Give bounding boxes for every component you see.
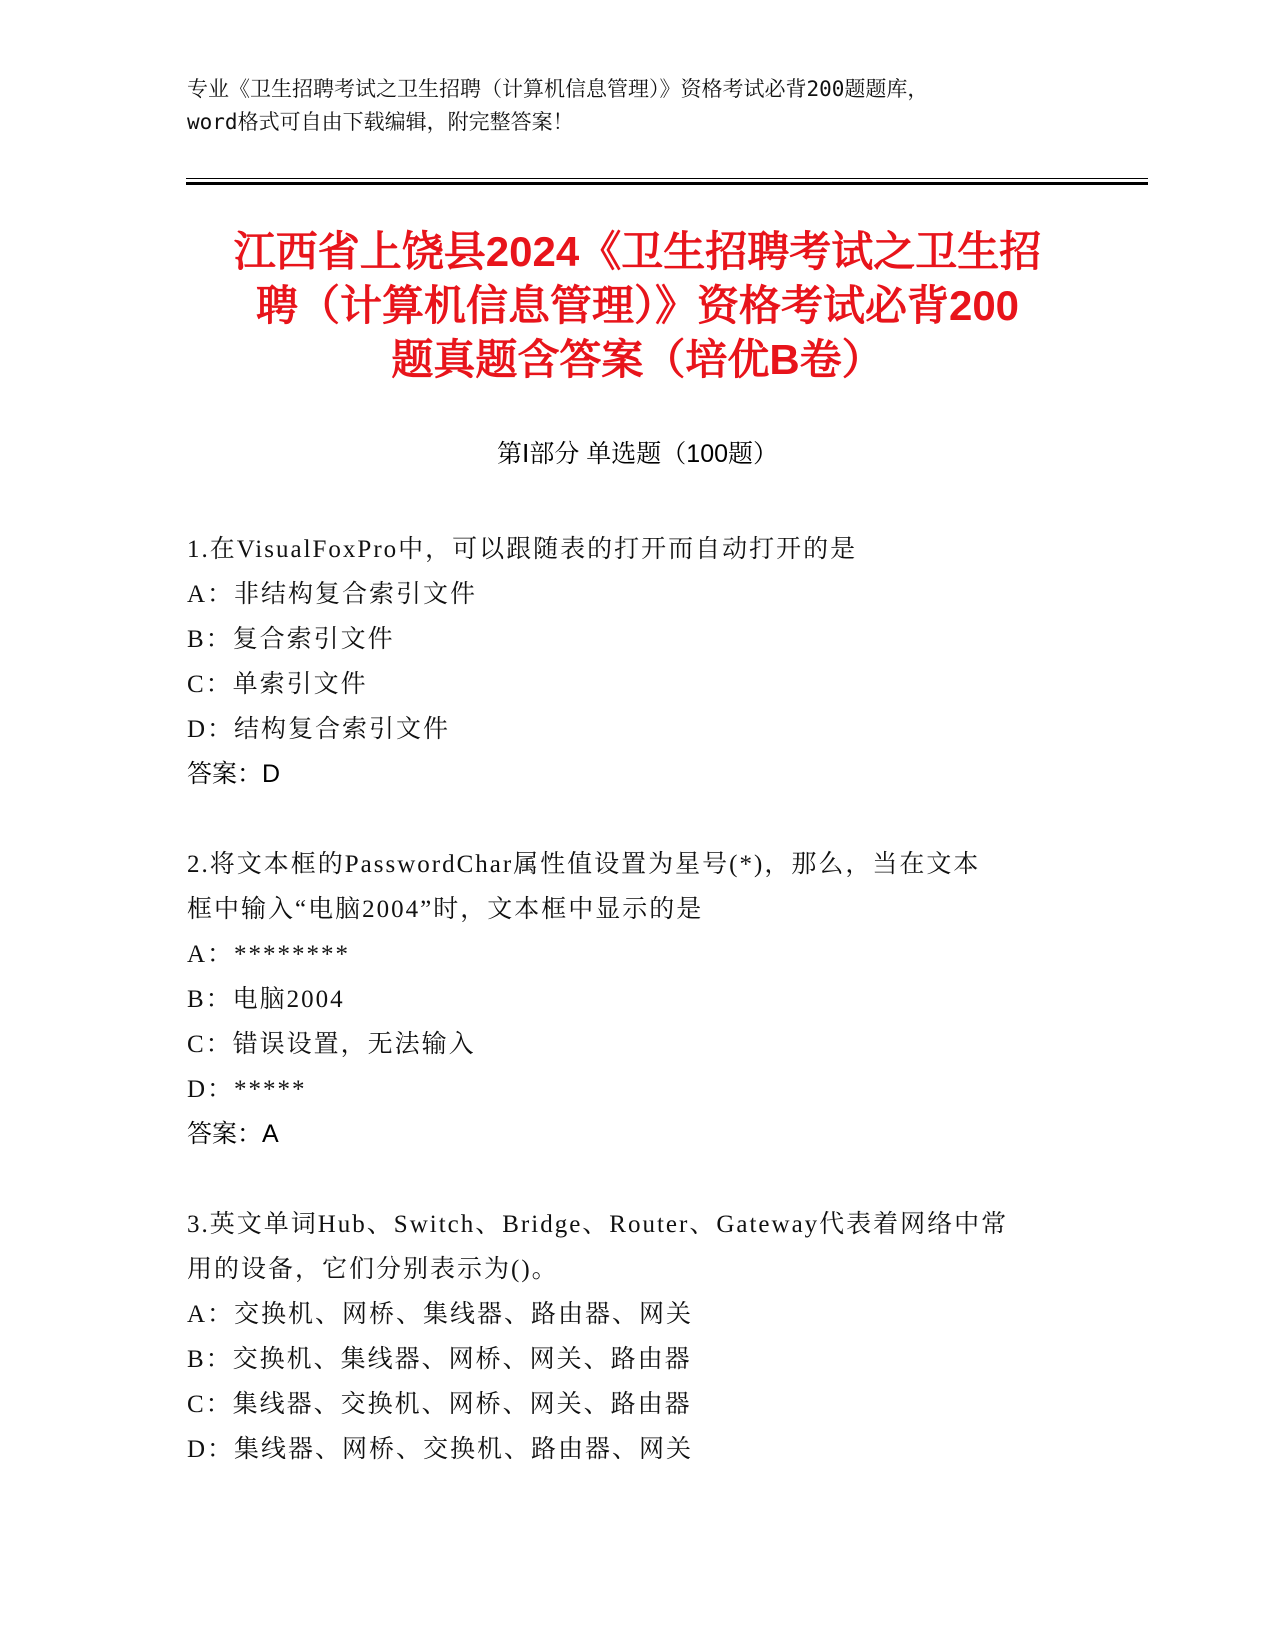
question-3-option-a: A：交换机、网桥、集线器、路由器、网关 <box>187 1301 694 1328</box>
question-2-option-d: D：***** <box>187 1076 307 1103</box>
header-note-line-2: word格式可自由下载编辑，附完整答案！ <box>187 110 574 134</box>
question-1-option-d: D：结构复合索引文件 <box>187 716 451 743</box>
document-title-line-1: 江西省上饶县2024《卫生招聘考试之卫生招 <box>233 228 1042 275</box>
question-2 <box>187 842 1087 1157</box>
question-3-option-c: C：集线器、交换机、网桥、网关、路由器 <box>187 1391 692 1418</box>
section-title: 第Ⅰ部分 单选题（100题） <box>496 440 779 468</box>
question-list <box>187 527 1087 1472</box>
header-note <box>187 73 1087 139</box>
question-3-option-d: D：集线器、网桥、交换机、路由器、网关 <box>187 1436 694 1463</box>
question-1 <box>187 527 1087 797</box>
question-3 <box>187 1202 1087 1472</box>
question-2-stem-line-2: 框中输入“电脑2004”时，文本框中显示的是 <box>187 896 704 923</box>
question-1-answer: 答案：D <box>187 760 281 788</box>
header-divider-thick <box>186 182 1148 185</box>
question-2-stem-line-1: 2.将文本框的PasswordChar属性值设置为星号(*)，那么，当在文本 <box>187 851 981 878</box>
question-3-stem-line-1: 3.英文单词Hub、Switch、Bridge、Router、Gateway代表着网络中常 <box>187 1211 1009 1238</box>
question-3-stem-line-2: 用的设备，它们分别表示为()。 <box>187 1256 559 1283</box>
question-2-option-a: A：******** <box>187 941 351 968</box>
question-2-answer: 答案：A <box>187 1120 279 1148</box>
document-title-line-3: 题真题含答案（培优B卷） <box>391 336 884 383</box>
question-1-option-c: C：单索引文件 <box>187 671 368 698</box>
header-note-line-1: 专业《卫生招聘考试之卫生招聘（计算机信息管理）》资格考试必背200题题库， <box>187 77 929 101</box>
document-title <box>170 225 1105 387</box>
document-title-line-2: 聘（计算机信息管理）》资格考试必背200 <box>255 282 1020 329</box>
question-2-option-b: B：电脑2004 <box>187 986 345 1013</box>
question-1-stem-line-1: 1.在VisualFoxPro中，可以跟随表的打开而自动打开的是 <box>187 536 858 563</box>
question-3-option-b: B：交换机、集线器、网桥、网关、路由器 <box>187 1346 692 1373</box>
question-1-option-b: B：复合索引文件 <box>187 626 395 653</box>
question-2-option-c: C：错误设置，无法输入 <box>187 1031 476 1058</box>
header-divider-thin <box>186 178 1148 179</box>
question-1-option-a: A：非结构复合索引文件 <box>187 581 478 608</box>
